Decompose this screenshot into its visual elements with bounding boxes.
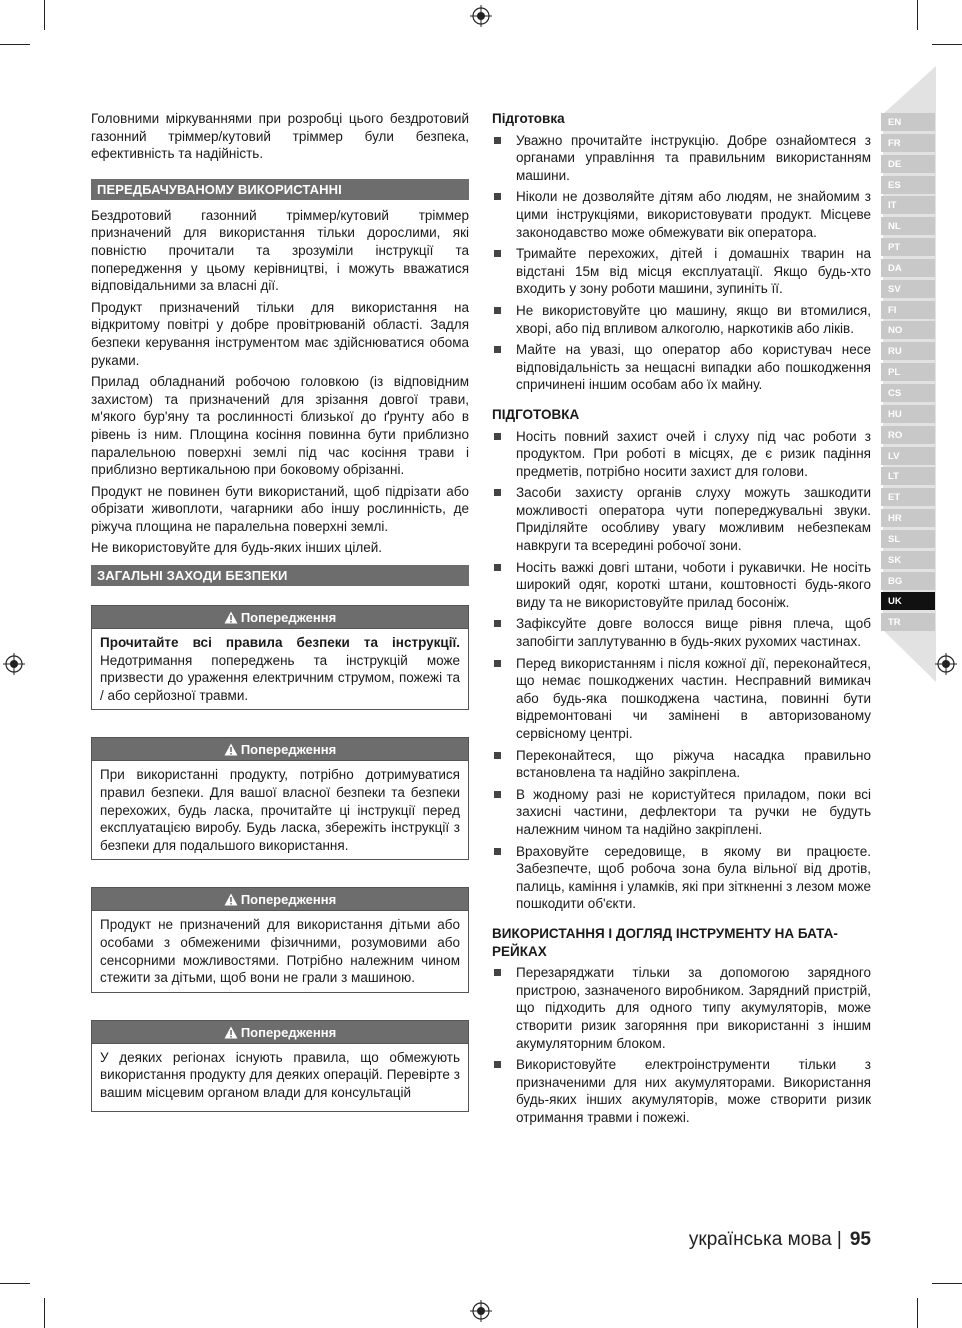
language-tab-hu[interactable]: HU: [881, 405, 935, 423]
list-item: Перезаряджати тільки за допомогою зарядного пристрою, зазначеного виробником. Зарядний пристрій, що підходить для одного типу акумуляторів, може створити ризик загоряння при використанні з іншим акумуляторним блоком.: [492, 964, 871, 1052]
warning-text: У деяких регіонах існують правила, що обмежують використання продукту для деяких операцій. Перевірте з вашим місцевим органом влади для консультацій: [100, 1049, 460, 1100]
page-number: 95: [849, 1229, 871, 1250]
language-tab-bg[interactable]: BG: [881, 572, 935, 590]
right-column: [492, 110, 871, 1130]
subheading-preparation: Підготовка: [492, 111, 565, 126]
warning-triangle-icon: [224, 743, 238, 756]
list-item: Носіть повний захист очей і слуху під час роботи з продуктом. При роботі в місцях, де є ризик падіння предметів, потрібно носити захист для голови.: [492, 428, 871, 481]
registration-mark-icon: [935, 653, 957, 675]
warning-header: [92, 606, 468, 629]
bullet-icon: [494, 660, 501, 667]
language-tab-lt[interactable]: LT: [881, 467, 935, 485]
language-tab-hr[interactable]: HR: [881, 509, 935, 527]
language-tab-cs[interactable]: CS: [881, 384, 935, 402]
warning-box: [91, 887, 469, 992]
list-item: Враховуйте середовище, в якому ви працюєте. Забезпечте, щоб робоча зона була вільної від дротів, палиць, каміння і уламків, які при зіткненні з лезом може пошкодити об'єкти.: [492, 843, 871, 913]
warning-header: [92, 738, 468, 761]
bullet-icon: [494, 346, 501, 353]
paragraph: Прилад обладнаний робочою головкою (із відповідним захистом) та призначений для зрізання довгої трави, м'якого бур'яну та рослинності близької до ґрунту або в рівень із ним. Площина косіння повинна бути приблизно паралельною поверхні землі під час косіння трави і приблизно вертикальною при боковому обрізанні.: [91, 374, 469, 478]
warning-triangle-icon: [224, 893, 238, 906]
list-item: Не використовуйте цю машину, якщо ви втомилися, хворі, або під впливом алкоголю, наркотиків або ліків.: [492, 302, 871, 337]
section-heading-general-safety: ЗАГАЛЬНІ ЗАХОДИ БЕЗПЕКИ: [91, 565, 469, 586]
left-column: [91, 110, 469, 1139]
bullet-icon: [494, 791, 501, 798]
warning-text: [92, 629, 468, 709]
bullet-icon: [494, 848, 501, 855]
crop-mark: [0, 44, 30, 45]
intro-paragraph: Головними міркуваннями при розробці цього бездротовий газонний тріммер/кутовий тріммер були безпека, ефективність та надійність.: [91, 111, 469, 162]
language-tab-no[interactable]: NO: [881, 321, 935, 339]
warning-box: [91, 737, 469, 860]
footer-language: українська мова |: [688, 1229, 842, 1250]
paragraph: Бездротовий газонний тріммер/кутовий тріммер призначений для використання тільки дорослими, які повністю прочитали та зрозуміли інструкції та попередження у цьому керівництві, і можуть вважатися відповідальними за власні дії.: [91, 207, 469, 294]
language-tab-ro[interactable]: RO: [881, 426, 935, 444]
list-item: В жодному разі не користуйтеся приладом, поки всі захисні частини, дефлектори та ручки не будуть належним чином та надійно закріплені.: [492, 786, 871, 839]
registration-mark-icon: [470, 5, 492, 27]
crop-mark: [44, 1298, 45, 1328]
bullet-icon: [494, 969, 501, 976]
bullet-list: [492, 428, 871, 913]
crop-mark: [0, 1283, 30, 1284]
language-tab-da[interactable]: DA: [881, 259, 935, 277]
warning-bold-text: Прочитайте всі правила безпеки та інструкції.: [100, 635, 460, 651]
language-tab-fi[interactable]: FI: [881, 301, 935, 319]
language-tab-it[interactable]: IT: [881, 196, 935, 214]
subheading-preparation-upper: ПІДГОТОВКА: [492, 406, 580, 422]
warning-header: [92, 888, 468, 911]
crop-mark: [917, 0, 918, 30]
bullet-icon: [494, 433, 501, 440]
language-tab-nl[interactable]: NL: [881, 217, 935, 235]
language-tab-sk[interactable]: SK: [881, 551, 935, 569]
language-tab-fr[interactable]: FR: [881, 134, 935, 152]
list-item: Перед використанням і після кожної дії, переконайтеся, що немає пошкоджених частин. Несправний вимикач або будь-яка пошкоджена частина, повинні бути відремонтовані чи замінені в авторизованому сервісному центрі.: [492, 655, 871, 743]
bullet-icon: [494, 307, 501, 314]
bullet-icon: [494, 250, 501, 257]
crop-mark: [932, 1283, 962, 1284]
bullet-icon: [494, 193, 501, 200]
registration-mark-icon: [3, 653, 25, 675]
crop-mark: [932, 44, 962, 45]
language-tab-ru[interactable]: RU: [881, 342, 935, 360]
warning-triangle-icon: [224, 1026, 238, 1039]
list-item: Уважно прочитайте інструкцію. Добре ознайомтеся з органами управління та правильним використанням машини.: [492, 132, 871, 185]
warning-header: [92, 1021, 468, 1044]
language-tab-et[interactable]: ET: [881, 488, 935, 506]
bullet-icon: [494, 564, 501, 571]
warning-body-text: Недотримання попереджень та інструкцій може призвести до ураження електричним струмом, пожежі та / або серйозної травми.: [100, 652, 460, 703]
language-tabs: [881, 113, 935, 634]
paragraph: Продукт призначений тільки для використання на відкритому повітрі у добре провітрюваній області. Задля безпеки керування інструментом має здійснюватися обома руками.: [91, 299, 469, 368]
language-tab-en[interactable]: EN: [881, 113, 935, 131]
subheading-battery-tool-use: ВИКОРИСТАННЯ І ДОГЛЯД ІНСТРУМЕНТУ НА БАТА-РЕЙКАХ: [492, 925, 838, 959]
list-item: Тримайте перехожих, дітей і домашніх тварин на відстані 15м від місця експлуатації. Якщо будь-хто входить у зону роботи машини, зупиніть її.: [492, 245, 871, 298]
language-tab-sl[interactable]: SL: [881, 530, 935, 548]
warning-triangle-icon: [224, 611, 238, 624]
paragraph: Продукт не повинен бути використаний, щоб підрізати або обрізати живоплоти, чагарники або іншу рослинність, де ріжуча площина не паралельна поверхні землі.: [91, 483, 469, 534]
language-tab-pl[interactable]: PL: [881, 363, 935, 381]
warning-box: [91, 1020, 469, 1112]
language-tab-pt[interactable]: PT: [881, 238, 935, 256]
crop-mark: [44, 0, 45, 30]
section-heading-intended-use: ПЕРЕДБАЧУВАНОМУ ВИКОРИСТАННІ: [91, 179, 469, 200]
list-item: Використовуйте електроінструменти тільки з призначеними для них акумуляторами. Використання будь-яких інших акумуляторів, може створити ризик отримання травми і пожежі.: [492, 1056, 871, 1126]
language-tab-es[interactable]: ES: [881, 176, 935, 194]
language-tab-tr[interactable]: TR: [881, 613, 935, 631]
list-item: Засоби захисту органів слуху можуть зашкодити можливості оператора чути попереджувальні звуки. Приділяйте особливу увагу можливим небезпекам навкруги та всередині робочої зони.: [492, 484, 871, 554]
bullet-icon: [494, 489, 501, 496]
bullet-icon: [494, 1061, 501, 1068]
warning-title: Попередження: [240, 742, 337, 758]
warning-title: Попередження: [240, 892, 337, 908]
bullet-list: [492, 132, 871, 394]
language-tab-uk[interactable]: UK: [881, 592, 935, 610]
language-tab-sv[interactable]: SV: [881, 280, 935, 298]
warning-text: Продукт не призначений для використання дітьми або особами з обмеженими фізичними, розумовими або сенсорними можливостями. Потрібно належним чином стежити за дітьми, щоб вони не грали з машиною.: [100, 917, 460, 986]
list-item: Носіть важкі довгі штани, чоботи і рукавички. Не носіть широкий одяг, короткі штани, коштовності будь-якого виду та не використовуйте прилад босоніж.: [492, 559, 871, 612]
page-footer: [689, 1229, 871, 1251]
list-item: Зафіксуйте довге волосся вище рівня плеча, щоб запобігти заплутуванню в будь-яких рухомих частинах.: [492, 615, 871, 650]
registration-mark-icon: [470, 1300, 492, 1322]
warning-title: Попередження: [240, 1024, 337, 1040]
bullet-icon: [494, 620, 501, 627]
bullet-list: [492, 964, 871, 1126]
list-item: Ніколи не дозволяйте дітям або людям, не знайомим з цими інструкціями, використовувати продукт. Місцеве законодавство може обмежувати вік оператора.: [492, 188, 871, 241]
warning-text: При використанні продукту, потрібно дотримуватися правил безпеки. Для вашої власної безпеки та безпеки перехожих, будь ласка, прочитайте ці інструкції перед експлуатацією виробу. Будь ласка, збережіть інструкції з безпеки для подальшого використання.: [100, 767, 460, 853]
crop-mark: [917, 1298, 918, 1328]
list-item: Переконайтеся, що ріжуча насадка правильно встановлена та надійно закріплена.: [492, 747, 871, 782]
warning-box: [91, 605, 469, 710]
bullet-icon: [494, 137, 501, 144]
language-tab-lv[interactable]: LV: [881, 447, 935, 465]
paragraph: Не використовуйте для будь-яких інших цілей.: [91, 540, 383, 556]
warning-title: Попередження: [240, 610, 337, 626]
bullet-icon: [494, 752, 501, 759]
list-item: Майте на увазі, що оператор або користувач несе відповідальність за нещасні випадки або пошкодження спричинені іншим особам або їх майну.: [492, 341, 871, 394]
language-tab-de[interactable]: DE: [881, 155, 935, 173]
